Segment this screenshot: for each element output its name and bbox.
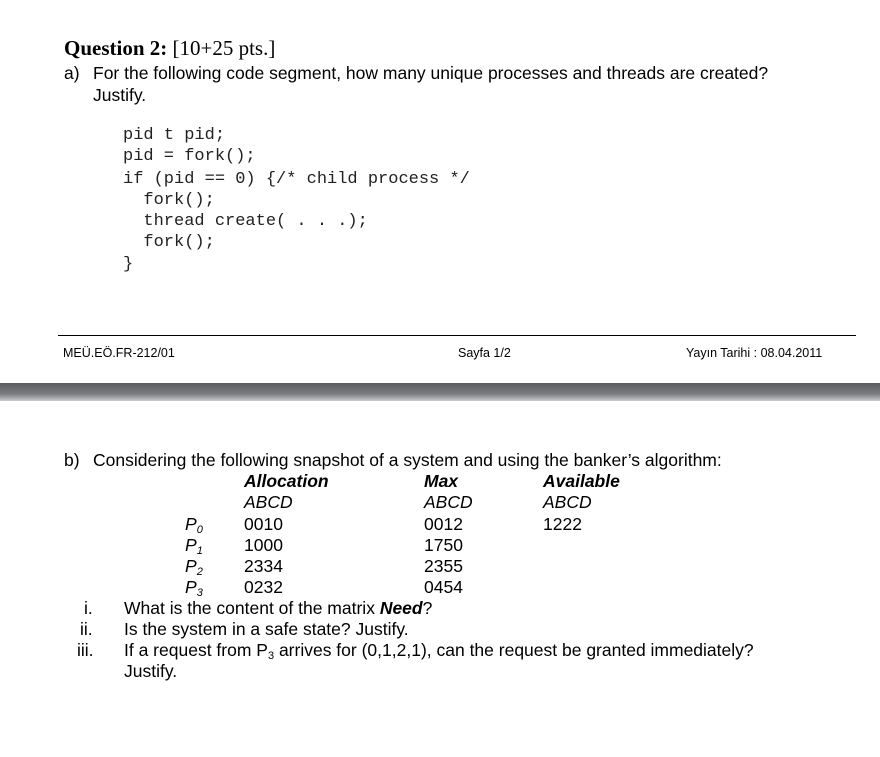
question-number: Question 2: bbox=[64, 36, 168, 60]
part-a-question-line2: Justify. bbox=[93, 85, 147, 105]
process-label: $P_0$ bbox=[185, 514, 203, 536]
question-text: If a request from $P_3$ arrives for (0,1,2,1), can the request be granted immediately? bbox=[124, 640, 754, 662]
part-b-marker: b) bbox=[64, 450, 80, 470]
question-number: i. bbox=[84, 598, 93, 618]
code-line: if (pid == 0) {/* child process */ bbox=[123, 170, 470, 189]
max-cell: 0012 bbox=[424, 514, 463, 534]
allocation-cell: 0232 bbox=[244, 577, 283, 597]
code-line: fork(); bbox=[123, 191, 215, 210]
allocation-header: Allocation bbox=[244, 471, 329, 491]
code-line: pid = fork(); bbox=[123, 147, 256, 166]
code-line: } bbox=[123, 255, 134, 274]
part-a-marker: a) bbox=[64, 63, 80, 83]
process-label: $P_1$ bbox=[185, 535, 203, 557]
code-line: fork(); bbox=[123, 233, 215, 252]
max-cell: 2355 bbox=[424, 556, 463, 576]
code-line: thread create( . . .); bbox=[123, 212, 368, 231]
max-cell: 1750 bbox=[424, 535, 463, 555]
footer-divider bbox=[58, 335, 856, 336]
footer-form-code: MEÜ.EÖ.FR-212/01 bbox=[63, 346, 175, 360]
process-label: $P_3$ bbox=[185, 577, 203, 599]
footer-page-number: Sayfa 1/2 bbox=[458, 346, 511, 360]
question-number: iii. bbox=[77, 640, 94, 660]
question-text: Is the system in a safe state? Justify. bbox=[124, 619, 409, 639]
max-cell: 0454 bbox=[424, 577, 463, 597]
question-points: [10+25 pts.] bbox=[167, 36, 276, 60]
available-resource-labels: ABCD bbox=[543, 492, 592, 512]
question-text-continued: Justify. bbox=[124, 661, 178, 681]
footer-publish-date: Yayın Tarihi : 08.04.2011 bbox=[686, 346, 823, 360]
available-cell: 1222 bbox=[543, 514, 582, 534]
allocation-cell: 2334 bbox=[244, 556, 283, 576]
part-a-question-line1: For the following code segment, how many unique processes and threads are created? bbox=[93, 63, 769, 83]
allocation-cell: 1000 bbox=[244, 535, 283, 555]
max-header: Max bbox=[424, 471, 459, 491]
code-line: pid t pid; bbox=[123, 126, 226, 145]
question-number: ii. bbox=[80, 619, 93, 639]
question-text: What is the content of the matrix Need? bbox=[124, 598, 433, 618]
available-header: Available bbox=[543, 471, 620, 491]
process-label: $P_2$ bbox=[185, 556, 203, 578]
max-resource-labels: ABCD bbox=[424, 492, 473, 512]
part-b-intro: Considering the following snapshot of a system and using the banker’s algorithm: bbox=[93, 450, 722, 470]
page-break-separator bbox=[0, 383, 880, 401]
question-title bbox=[64, 36, 275, 61]
allocation-cell: 0010 bbox=[244, 514, 283, 534]
allocation-resource-labels: ABCD bbox=[244, 492, 293, 512]
